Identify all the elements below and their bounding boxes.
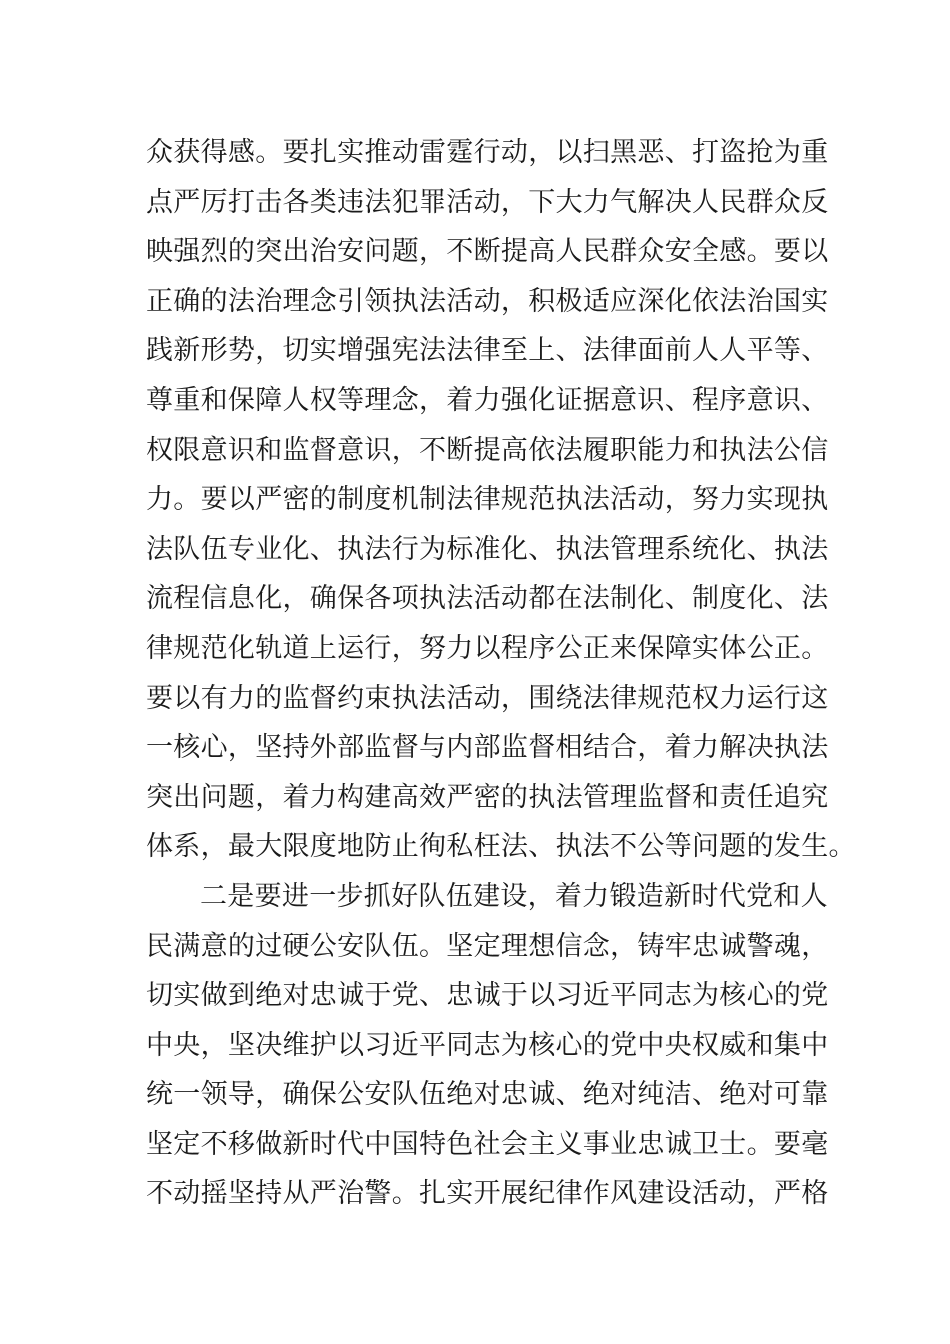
text-line: 一核心，坚持外部监督与内部监督相结合，着力解决执法 [146,732,829,764]
text-line: 映强烈的突出治安问题，不断提高人民群众安全感。要以 [146,236,829,268]
text-line: 中央，坚决维护以习近平同志为核心的党中央权威和集中 [146,1029,829,1061]
text-line: 力。要以严密的制度机制法律规范执法活动，努力实现执 [146,484,829,516]
text-line: 法队伍专业化、执法行为标准化、执法管理系统化、执法 [146,533,829,565]
text-line: 体系，最大限度地防止徇私枉法、执法不公等问题的发生。 [146,831,856,863]
text-line: 践新形势，切实增强宪法法律至上、法律面前人人平等、 [146,335,829,367]
text-line: 流程信息化，确保各项执法活动都在法制化、制度化、法 [146,583,829,615]
text-line: 民满意的过硬公安队伍。坚定理想信念，铸牢忠诚警魂， [146,930,829,962]
text-line: 正确的法治理念引领执法活动，积极适应深化依法治国实 [146,285,829,317]
text-line: 二是要进一步抓好队伍建设，着力锻造新时代党和人 [200,880,828,912]
text-line: 点严厉打击各类违法犯罪活动，下大力气解决人民群众反 [146,186,829,218]
text-line: 统一领导，确保公安队伍绝对忠诚、绝对纯洁、绝对可靠 [146,1079,829,1111]
text-line: 要以有力的监督约束执法活动，围绕法律规范权力运行这 [146,682,829,714]
text-line: 权限意识和监督意识，不断提高依法履职能力和执法公信 [146,434,829,466]
text-line: 不动摇坚持从严治警。扎实开展纪律作风建设活动，严格 [146,1178,829,1210]
text-line: 切实做到绝对忠诚于党、忠诚于以习近平同志为核心的党 [146,980,829,1012]
body-text [146,128,856,1219]
text-line: 律规范化轨道上运行，努力以程序公正来保障实体公正。 [146,632,829,664]
text-line: 突出问题，着力构建高效严密的执法管理监督和责任追究 [146,781,829,813]
text-line: 众获得感。要扎实推动雷霆行动，以扫黑恶、打盗抢为重 [146,137,829,168]
text-line: 尊重和保障人权等理念，着力强化证据意识、程序意识、 [146,384,829,416]
text-line: 坚定不移做新时代中国特色社会主义事业忠诚卫士。要毫 [146,1128,829,1160]
